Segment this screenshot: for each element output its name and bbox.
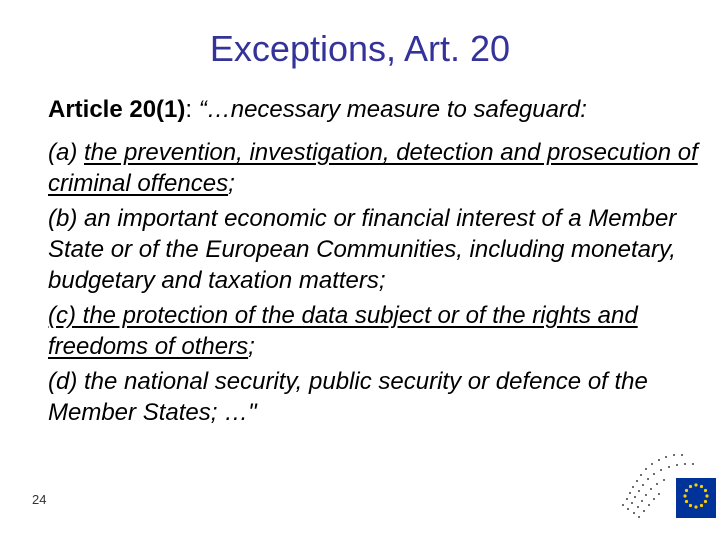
item-a-suffix: ; [228, 170, 235, 197]
eu-flag-logo-icon [618, 446, 718, 522]
item-c-underlined: (c) the protection of the data subject or of the rights and freedoms of others [48, 302, 638, 360]
eu-flag-svg [618, 446, 718, 522]
intro-colon: : [185, 96, 199, 123]
intro-line [48, 94, 698, 125]
intro-quote: “…necessary measure to safeguard: [198, 96, 587, 123]
item-c-suffix: ; [248, 333, 255, 360]
item-b [48, 203, 698, 296]
item-c [48, 300, 698, 362]
item-a-prefix: (a) [48, 139, 84, 166]
item-a [48, 137, 698, 199]
article-reference: Article 20(1) [48, 96, 186, 123]
slide-body [48, 94, 698, 432]
item-b-text: (b) an important economic or financial interest of a Member State or of the European Communities, including monetary, budgetary and taxation matters; [48, 205, 677, 294]
item-a-underlined: the prevention, investigation, detection and prosecution of criminal offences [48, 139, 698, 197]
item-d-text: (d) the national security, public security or defence of the Member States; …" [48, 368, 648, 426]
page-number: 24 [32, 492, 47, 507]
slide-title: Exceptions, Art. 20 [209, 28, 511, 69]
item-d [48, 366, 698, 428]
